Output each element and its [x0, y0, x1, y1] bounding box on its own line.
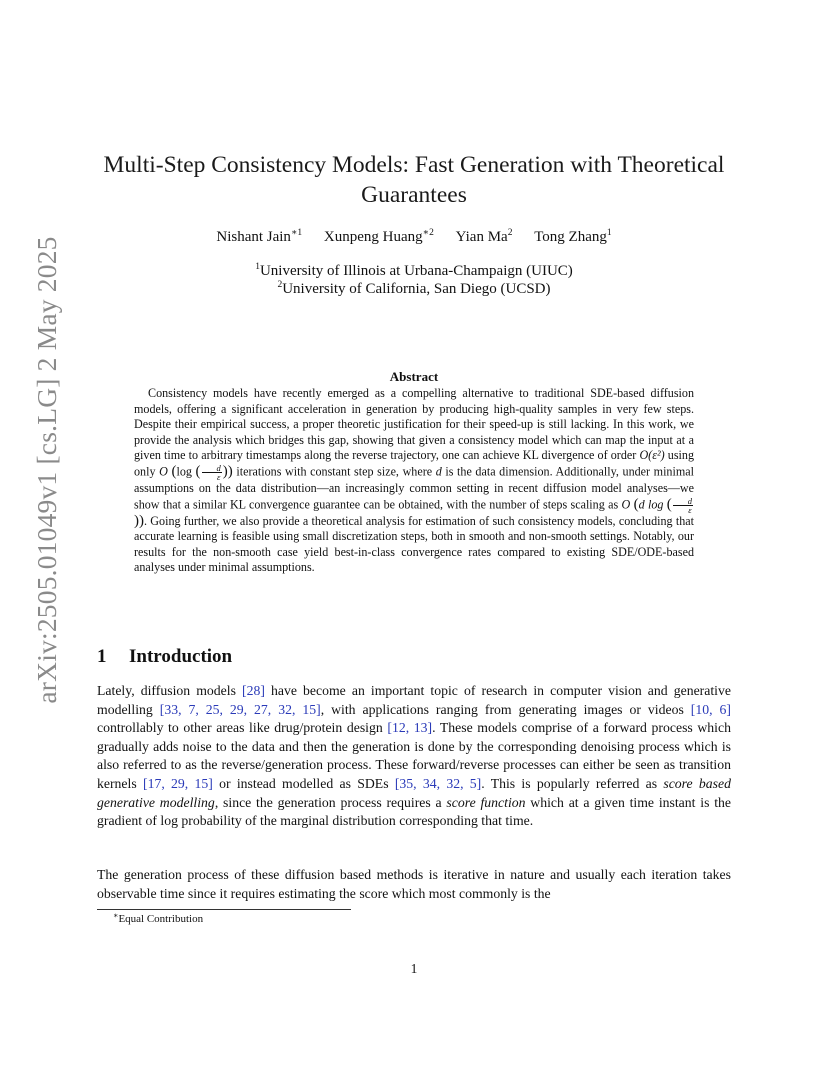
abstract-text: iterations with constant step size, where	[232, 464, 436, 479]
math-inline: d log	[638, 496, 664, 511]
citation-link[interactable]: [17, 29, 15]	[142, 775, 213, 791]
author-marks: ∗1	[290, 228, 303, 238]
affiliation-mark: 1	[255, 262, 260, 272]
author	[324, 228, 434, 246]
affiliation	[97, 280, 731, 298]
emphasis-text: score function	[446, 794, 526, 810]
abstract-text: Consistency models have recently emerged as a compelling alternative to traditional SDE-based diffusion models, offering a significant acceleration in generation by producing high-quality samples in very few steps. Despite their empirical success, a proper theoretic justification for their speed-up is still lacking. In this work, we provide the analysis which bridges this gap, showing that given a consistency model which can map the input at a given time to arbitrary timestamps along the reverse trajectory, one can achieve KL divergence of order	[134, 386, 694, 463]
intro-paragraph: The generation process of these diffusion based methods is iterative in nature and usually each iteration takes observable time since it requires estimating the score which most commonly is the	[97, 867, 731, 901]
body-text: have become an important topic of research in computer vision and generative modelling	[97, 683, 731, 717]
author-name: Yian Ma	[455, 229, 508, 245]
affiliation-list	[97, 262, 731, 298]
body-text: controllably to other areas like drug/protein design	[97, 720, 388, 736]
math-inline: O	[621, 496, 631, 511]
body-text: . These models comprise of a forward process which gradually adds noise to the data and then the generation is done by the corresponding denoising process which is also referred to as the reverse/generation process. These forward/reverse processes can either be seen as transition kernels	[97, 720, 731, 791]
body-text: Lately, diffusion models	[97, 683, 242, 698]
author	[456, 228, 513, 246]
abstract-text: . Going further, we also provide a theoretical analysis for estimation of such consistency models, concluding that accurate learning is feasible using small discretization steps, both in smooth and non-smooth settings. Notably, our results for the non-smooth case yield best-in-class convergence rates compared to existing SDE/ODE-based analyses under minimal assumptions.	[134, 513, 694, 575]
affiliation-text: University of Illinois at Urbana-Champaign (UIUC)	[259, 263, 573, 279]
author-marks: 1	[606, 228, 612, 238]
section-heading	[97, 645, 232, 669]
page-number: 1	[410, 961, 418, 976]
body-text: , since the generation process requires a	[214, 794, 447, 810]
math-inline: d	[435, 464, 442, 479]
math-fraction: $\frac{d}{\varepsilon}$	[202, 464, 222, 481]
author-name: Nishant Jain	[216, 229, 291, 245]
citation-link[interactable]: [10, 6]	[690, 701, 731, 717]
footnote-divider	[97, 909, 351, 910]
intro-paragraph	[97, 682, 731, 831]
affiliation	[97, 262, 731, 280]
abstract-body: Consistency models have recently emerged as a compelling alternative to traditional SDE-based diffusion models, offering a significant acceleration in generation by producing high-quality samples in very few steps. Despite their empirical success, a proper theoretic justification for their speed-up is still lacking. In this work, we provide the analysis which bridges this gap, showing that given a consistency model which can map the input at a given time to arbitrary timestamps along the reverse trajectory, one can achieve KL divergence of order O(ε²) using only O (log ( $\frac{d}{\varepsilon}$ )) iterations with constant step size, where d is the data dimension. Additionally, under minimal assumptions on the data distribution—an increasingly common setting in recent diffusion model analyses—we show that a similar KL convergence guarantee can be obtained, with the number of steps scaling as O (d log ( $\frac{d}{\varepsilon}$ )). Going further, we also provide a theoretical analysis for estimation of such consistency models, concluding that accurate learning is feasible using small discretization steps, both in smooth and non-smooth settings. Notably, our results for the non-smooth case yield best-in-class convergence rates compared to existing SDE/ODE-based analyses under minimal assumptions.	[134, 386, 695, 575]
affiliation-text: University of California, San Diego (UCSD)	[282, 281, 551, 297]
author-list	[97, 228, 731, 246]
math-inline: O	[159, 464, 168, 479]
abstract-text: is the data dimension. Additionally, under minimal assumptions on the data distribution—an increasingly common setting in recent diffusion model analyses—we show that a similar KL convergence guarantee can be obtained, with the number of steps scaling as	[134, 464, 694, 511]
emphasis-text: score based generative modelling	[97, 775, 731, 810]
author-marks: ∗2	[422, 228, 434, 238]
citation-link[interactable]: [35, 34, 32, 5]	[394, 775, 482, 791]
citation-link[interactable]: [28]	[242, 683, 265, 698]
abstract-text: using only	[134, 448, 695, 479]
author	[534, 228, 611, 246]
abstract-heading: Abstract	[389, 369, 439, 384]
author	[216, 228, 302, 246]
footnote-text: Equal Contribution	[118, 913, 204, 925]
section-title: Introduction	[129, 646, 233, 667]
math-inline: log	[176, 464, 192, 479]
author-marks: 2	[507, 228, 513, 238]
section-number: 1	[97, 646, 107, 667]
citation-link[interactable]: [12, 13]	[387, 720, 433, 736]
body-text: . This is popularly referred as	[481, 775, 664, 791]
paper-title: Multi-Step Consistency Models: Fast Generation with Theoretical Guarantees	[103, 152, 725, 208]
footnote-mark: ∗	[113, 911, 119, 920]
citation-link[interactable]: [33, 7, 25, 29, 27, 32, 15]	[159, 701, 321, 717]
body-text: , with applications ranging from generating images or videos	[320, 701, 691, 717]
arxiv-stamp: arXiv:2505.01049v1 [cs.LG] 2 May 2025	[31, 236, 62, 704]
author-name: Tong Zhang	[534, 229, 607, 245]
body-text: or instead modelled as SDEs	[212, 775, 395, 791]
author-name: Xunpeng Huang	[323, 229, 423, 245]
body-text: which at a given time instant is the gradient of log probability of the marginal distribution corresponding that time.	[97, 794, 732, 829]
math-fraction: $\frac{d}{\varepsilon}$	[673, 497, 693, 514]
math-inline: O(ε²)	[639, 448, 665, 463]
affiliation-mark: 2	[277, 280, 283, 290]
footnote	[113, 912, 203, 926]
